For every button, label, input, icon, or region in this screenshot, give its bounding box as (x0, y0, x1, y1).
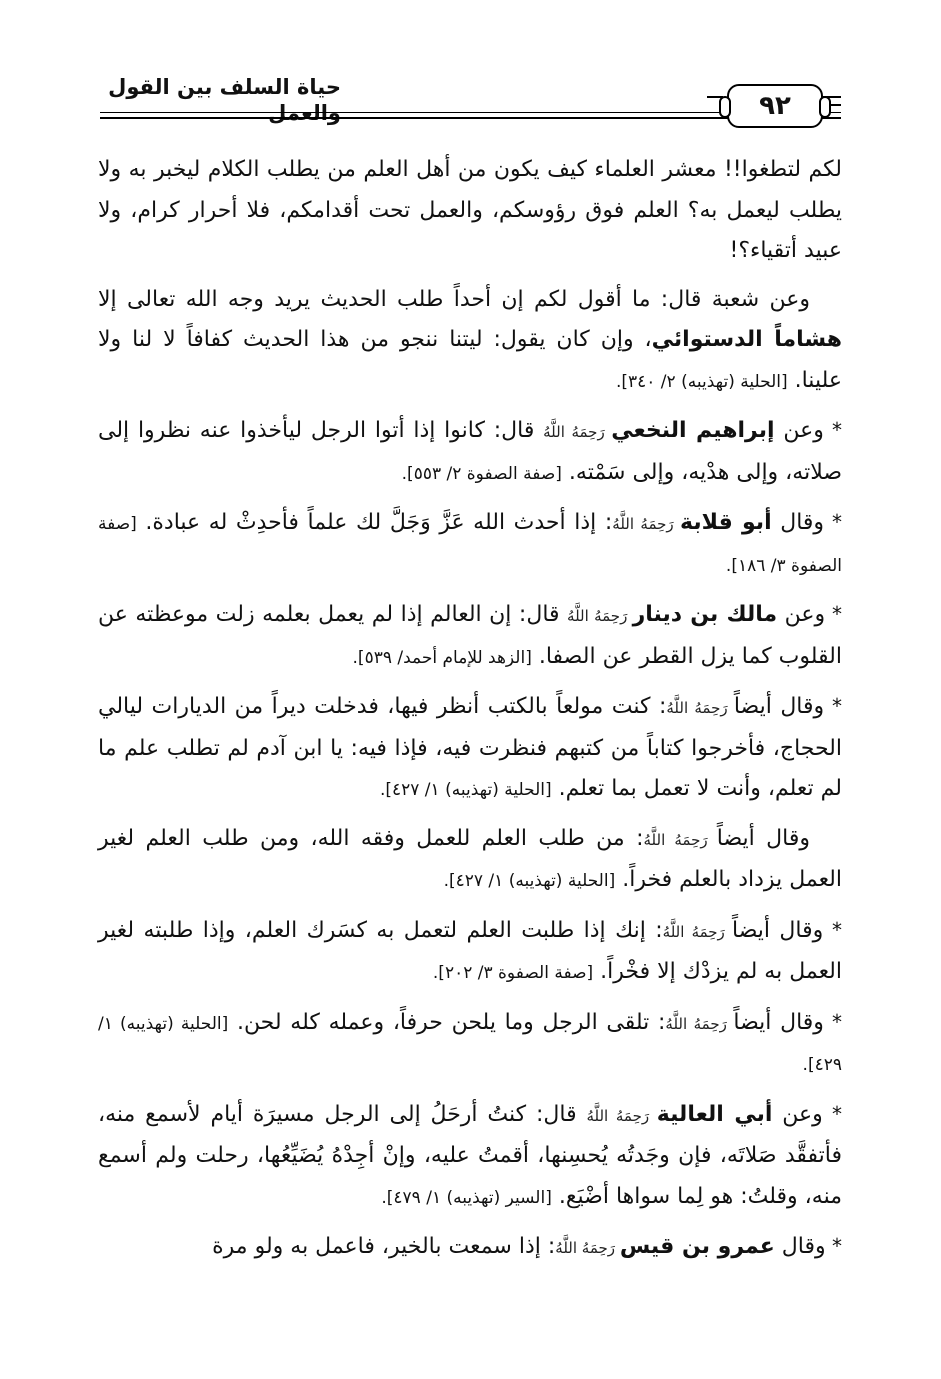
page-body-text (98, 150, 842, 1277)
paragraph-text: قال: كنتُ أرحَلُ إلى الرجل مسيرَة أيام لأسمع منه، فأتفقَّد صَلاتَه، فإن وجَدتُه يُحسِنها، أقمتُ عليه، وإنْ أجِدْهُ يُضَيِّعُها، رحلت ولم أسمع منه، وقلتُ: هو لِما سواها أضْيَع. (98, 1101, 842, 1209)
paragraph-p6 (98, 686, 842, 811)
paragraph-text: ، وإن كان يقول: ليتنا ننجو من هذا الحديث كفافاً لا لنا ولا علينا. (98, 327, 842, 393)
source-citation: [الزهد للإمام أحمد/ ٥٣٩]. (352, 647, 532, 668)
paragraph-p4 (98, 502, 842, 586)
paragraph-p11 (98, 1226, 842, 1269)
source-citation: [صفة الصفوة ٣/ ٢٠٢]. (432, 963, 594, 983)
person-name: أبي العالية (656, 1101, 773, 1127)
bullet-star: * (823, 418, 842, 442)
source-citation: [الحلية (تهذيبه) ١/ ٤٢٧]. (443, 871, 616, 891)
paragraph-text: وعن (777, 602, 826, 627)
page-number: ٩٢ (759, 91, 791, 121)
source-citation: [صفة الصفوة ٣/ ١٨٦]. (98, 514, 842, 576)
source-citation: [الحلية (تهذيبه) ١/ ٤٢٧]. (379, 780, 552, 800)
source-citation: [صفة الصفوة ٢/ ٥٥٣]. (401, 463, 562, 484)
bullet-star: * (825, 1234, 842, 1258)
paragraph-p3 (98, 410, 842, 494)
paragraph-text: وقال (774, 1234, 826, 1259)
person-name: إبراهيم النخعي (611, 418, 775, 443)
paragraph-text: : كنت مولعاً بالكتب أنظر فيها، فدخلت ديراً من الديارات ليالي الحجاج، فأخرجوا كتاباً من كتبهم فنظرت فيه، فإذا فيه: يا ابن آدم لم تطلب علم ما لم تعلم، وأنت لا تعمل بما تعلم. (98, 694, 842, 801)
running-header-title: حياة السلف بين القول والعمل (108, 75, 341, 125)
paragraph-text: : تلقى الرجل وما يلحن حرفاً، وعمله كله لحن. (228, 1009, 666, 1035)
source-citation: [السير (تهذيبه) ١/ ٤٧٩]. (381, 1187, 552, 1208)
honorific: رَحِمَهُ اللَّهُ (555, 1239, 620, 1257)
source-citation: [الحلية (تهذيبه) ١/ ٤٢٩]. (98, 1013, 842, 1075)
paragraph-text: وعن (774, 418, 824, 443)
paragraph-p9 (98, 1002, 842, 1086)
paragraph-p7 (98, 819, 842, 902)
source-citation: [الحلية (تهذيبه) ٢/ ٣٤٠]. (615, 371, 788, 392)
paragraph-text: وقال (771, 510, 825, 535)
paragraph-text: : من طلب العلم للعمل وفقه الله، ومن طلب العلم لغير العمل يزداد بالعلم فخراً. (98, 825, 842, 892)
honorific: رَحِمَهُ اللَّهُ (567, 607, 633, 625)
honorific: رَحِمَهُ اللَّهُ (586, 1106, 657, 1125)
paragraph-p8 (98, 910, 842, 994)
honorific: رَحِمَهُ اللَّهُ (662, 922, 732, 941)
paragraph-p2 (98, 280, 842, 403)
person-name: أبو قلابة (680, 510, 772, 535)
bullet-star: * (822, 1101, 842, 1126)
paragraph-text: وقال أيضاً (716, 825, 810, 851)
bullet-star: * (824, 510, 843, 534)
paragraph-text: لكم لتطغوا!! معشر العلماء كيف يكون من أهل العلم من يطلب الكلام ليخبر به ولا يطلب ليعمل به؟ العلم فوق رؤوسكم، والعمل تحت أقدامكم، فلا أحرار كرام، ولا عبيد أتقياء؟! (98, 157, 842, 263)
bullet-star: * (823, 1009, 842, 1034)
paragraph-text: قال: كانوا إذا أتوا الرجل ليأخذوا عنه نظروا إلى صلاته، وإلى هدْيه، وإلى سَمْته. (98, 418, 842, 485)
bullet-star: * (824, 694, 842, 718)
paragraph-text: وعن شعبة قال: ما أقول لكم إن أحداً طلب الحديث يريد وجه الله تعالى إلا (98, 286, 810, 312)
paragraph-p10 (98, 1094, 842, 1219)
paragraph-text: : إذا أحدث الله عَزَّ وَجَلَّ لك علماً فأحدِثْ له عبادة. (136, 510, 613, 535)
person-name: عمرو بن قيس (619, 1234, 775, 1259)
paragraph-text: وقال أيضاً (733, 1009, 824, 1035)
paragraph-text: وقال أيضاً (731, 917, 824, 943)
bullet-star: * (825, 602, 842, 626)
paragraph-text: قال: إن العالم إذا لم يعمل بعلمه زلت موعظته عن القلوب كما يزل القطر عن الصفا. (98, 602, 842, 669)
paragraph-text: : إذا سمعت بالخير، فاعمل به ولو مرة (212, 1234, 556, 1259)
paragraph-p5 (98, 594, 842, 678)
honorific: رَحِمَهُ اللَّهُ (543, 423, 612, 441)
honorific: رَحِمَهُ اللَّهُ (665, 1014, 734, 1033)
person-name: هشاماً الدستوائي (651, 327, 843, 352)
bullet-star: * (823, 917, 842, 942)
honorific: رَحِمَهُ اللَّهُ (666, 699, 734, 717)
paragraph-text: وعن (772, 1101, 823, 1127)
person-name: مالك بن دينار (632, 602, 778, 627)
paragraph-text: وقال أيضاً (733, 694, 825, 719)
paragraph-p1 (98, 150, 842, 272)
honorific: رَحِمَهُ اللَّهُ (643, 830, 717, 849)
honorific: رَحِمَهُ اللَّهُ (612, 515, 681, 533)
paragraph-text: : إنك إذا طلبت العلم لتعمل به كسَرك العلم، وإذا طلبته لغير العمل به لم يزدْك إلا فخْراً. (98, 917, 842, 984)
page-number-frame (727, 84, 823, 128)
